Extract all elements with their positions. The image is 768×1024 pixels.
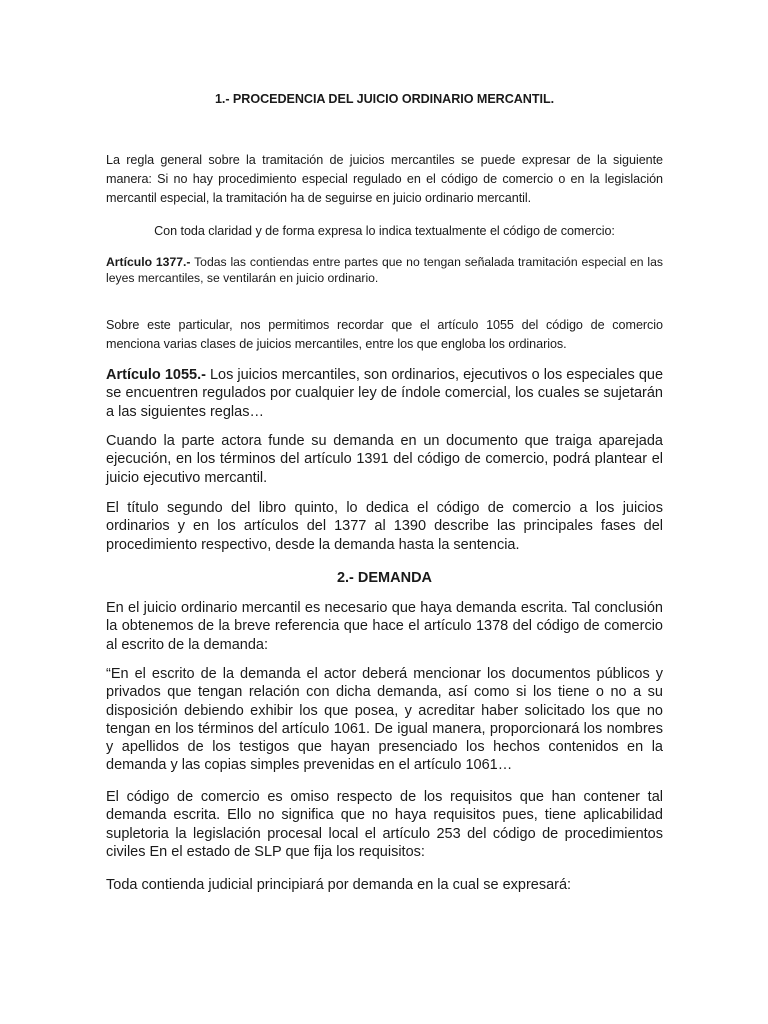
paragraph-general-rule: La regla general sobre la tramitación de juicios mercantiles se puede expresar de la siguiente manera: Si no hay procedimiento especial regulado en el código de comercio o en la legislación mercantil especial, la tramitación ha de seguirse en juicio ordinario mercantil. [106, 153, 663, 205]
paragraph-requisitos: El código de comercio es omiso respecto de los requisitos que han contener tal demanda escrita. Ello no significa que no haya requisitos pues, tiene aplicabilidad supletoria la legislación procesal local el artículo 253 del código de procedimientos civiles En el estado de SLP que fija los requisitos: [106, 789, 663, 860]
article-1055 [106, 366, 663, 421]
paragraph-ejecutivo: Cuando la parte actora funde su demanda en un documento que traiga aparejada ejecución, en los términos del artículo 1391 del código de comercio, podrá plantear el juicio ejecutivo mercantil. [106, 433, 663, 486]
article-1377-label: Artículo 1377.- [106, 255, 191, 269]
paragraph-titulo-segundo: El título segundo del libro quinto, lo dedica el código de comercio a los juicios ordinarios y en los artículos del 1377 al 1390 describe las principales fases del procedimiento respectivo, desde la demanda hasta la sentencia. [106, 500, 663, 553]
paragraph-demanda-escrita: En el juicio ordinario mercantil es necesario que haya demanda escrita. Tal conclusión la obtenemos de la breve referencia que hace el artículo 1378 del código de comercio al escrito de la demanda: [106, 600, 663, 653]
article-1377 [106, 254, 663, 286]
section-heading-2: 2.- DEMANDA [336, 570, 433, 586]
paragraph-intro-quote: Con toda claridad y de forma expresa lo indica textualmente el código de comercio: [154, 224, 615, 238]
article-1055-text: Los juicios mercantiles, son ordinarios, ejecutivos o los especiales que se encuentren regulados por cualquier ley de índole comercial, los cuales se sujetarán a las siguientes reglas… [106, 367, 664, 420]
paragraph-article-1055-note: Sobre este particular, nos permitimos recordar que el artículo 1055 del código de comercio menciona varias clases de juicios mercantiles, entre los que engloba los ordinarios. [106, 318, 663, 351]
article-1055-label: Artículo 1055.- [106, 367, 206, 383]
article-1377-text: Todas las contiendas entre partes que no tengan señalada tramitación especial en las leyes mercantiles, se ventilarán en juicio ordinario. [106, 255, 663, 285]
paragraph-contienda-judicial: Toda contienda judicial principiará por demanda en la cual se expresará: [106, 877, 572, 893]
section-heading-1: 1.- PROCEDENCIA DEL JUICIO ORDINARIO MERCANTIL. [214, 92, 555, 106]
quote-article-1378: “En el escrito de la demanda el actor deberá mencionar los documentos públicos y privados que tengan relación con dicha demanda, así como si los tiene o no a su disposición debiendo exhibir los que posea, y acreditar haber solicitado los que no tengan en los términos del artículo 1061. De igual manera, proporcionará los nombres y apellidos de los testigos que hayan presenciado los hechos contenidos en la demanda y las copias simples prevenidas en el artículo 1061… [106, 666, 663, 774]
